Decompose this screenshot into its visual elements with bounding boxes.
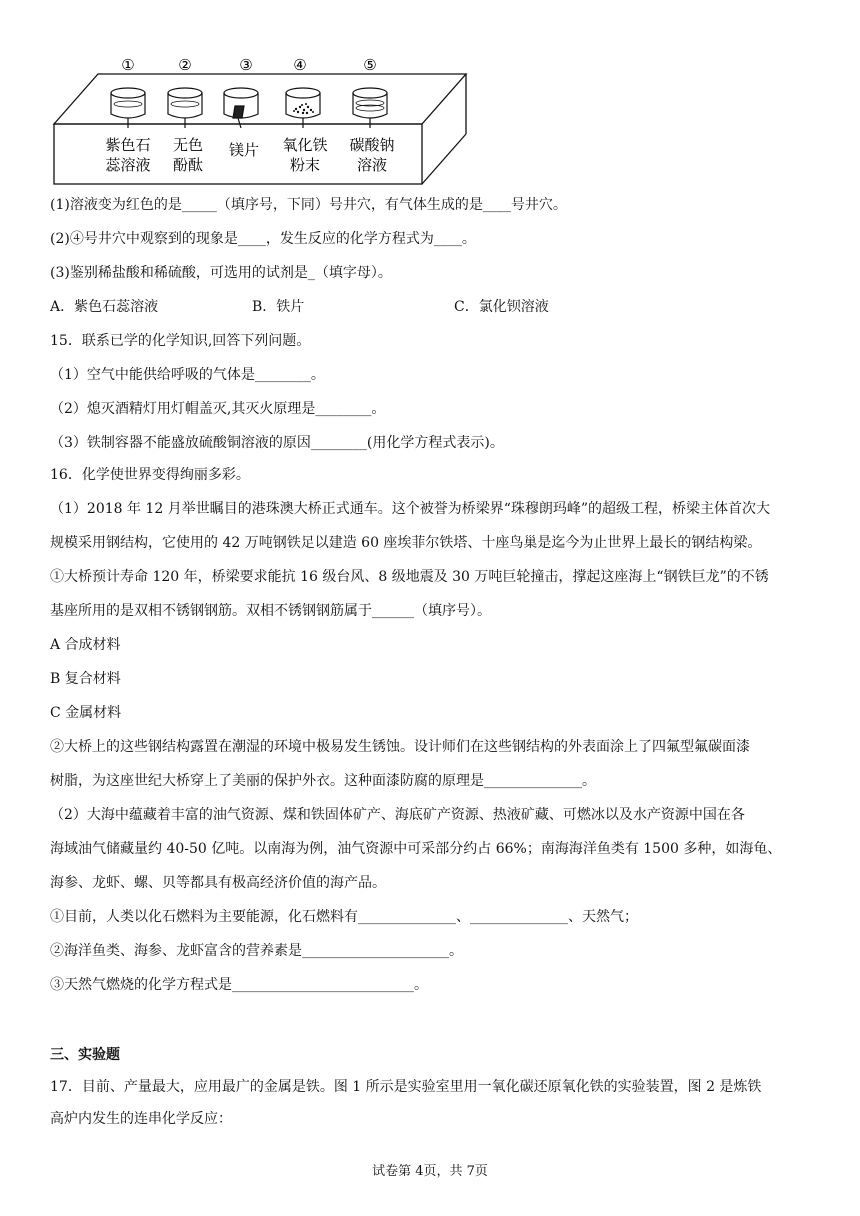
page-footer: 试卷第 4页，共 7页 xyxy=(372,1164,488,1179)
q16-p2-line3: 海参、龙虾、螺、贝等都具有极高经济价值的海产品。 xyxy=(50,875,386,891)
q16-q2-line1: ②大桥上的这些钢结构露置在潮湿的环境中极易发生锈蚀。设计师们在这些钢结构的外表面涂上了四氟型氟碳面漆 xyxy=(50,739,750,755)
q14-sub1: (1)溶液变为红色的是_____（填序号，下同）号井穴，有气体生成的是____号井穴。 xyxy=(50,197,567,213)
well-5-cup xyxy=(353,88,387,128)
well-4-label-line1: 氧化铁 xyxy=(282,136,328,154)
q15-title: 15．联系已学的化学知识,回答下列问题。 xyxy=(50,333,311,349)
q15-sub2: （2）熄灭酒精灯用灯帽盖灭,其灭火原理是________。 xyxy=(50,401,386,417)
well-1-label-line2: 蕊溶液 xyxy=(105,156,151,174)
well-3-label-line1: 镁片 xyxy=(228,141,260,159)
q16-q2-line2: 树脂，为这座世纪大桥穿上了美丽的保护外衣。这种面漆防腐的原理是______________。 xyxy=(50,773,596,789)
q14-option-a: A．紫色石蕊溶液 xyxy=(50,299,159,315)
q14-option-b: B．铁片 xyxy=(252,299,305,315)
q16-s3: ③天然气燃烧的化学方程式是__________________________。 xyxy=(50,977,428,993)
well-5-label-line2: 溶液 xyxy=(356,156,388,174)
q15-sub3: （3）铁制容器不能盛放硫酸铜溶液的原因________(用化学方程式表示)。 xyxy=(50,435,504,451)
well-number-2: ② xyxy=(178,56,192,74)
well-4-cup xyxy=(286,88,320,128)
q17-line1: 17．目前、产量最大，应用最广的金属是铁。图 1 所示是实验室里用一氧化碳还原氧化铁的实验装置，图 2 是炼铁 xyxy=(50,1079,762,1095)
q17-line2: 高炉内发生的连串化学反应： xyxy=(50,1111,232,1127)
well-1-cup xyxy=(111,88,145,128)
q14-sub2: (2)④号井穴中观察到的现象是____，发生反应的化学方程式为____。 xyxy=(50,231,476,247)
well-plate-figure xyxy=(48,52,468,186)
iron-oxide-powder xyxy=(293,103,314,114)
q16-q1-line1: ①大桥预计寿命 120 年，桥梁要求能抗 16 级台风、8 级地震及 30 万吨巨轮撞击，撑起这座海上“钢铁巨龙”的不锈 xyxy=(50,569,769,585)
q16-p2-line1: （2）大海中蕴藏着丰富的油气资源、煤和铁固体矿产、海底矿产资源、热液矿藏、可燃冰以及水产资源中国在各 xyxy=(50,807,745,823)
q14-sub3: (3)鉴别稀盐酸和稀硫酸，可选用的试剂是_（填字母）。 xyxy=(50,265,392,281)
q16-q1-line2: 基座所用的是双相不锈钢钢筋。双相不锈钢钢筋属于______（填序号）。 xyxy=(50,603,491,619)
q16-title: 16．化学使世界变得绚丽多彩。 xyxy=(50,467,250,483)
q16-choice-b: B 复合材料 xyxy=(50,671,121,687)
section-heading-experiment: 三、实验题 xyxy=(50,1047,120,1063)
well-number-4: ④ xyxy=(293,56,307,74)
q14-option-c: C．氯化钡溶液 xyxy=(454,299,549,315)
well-number-5: ⑤ xyxy=(363,56,377,74)
q16-p1-line1: （1）2018 年 12 月举世瞩目的港珠澳大桥正式通车。这个被誉为桥梁界“珠穆朗玛峰”的超级工程，桥梁主体首次大 xyxy=(50,501,771,517)
well-5-label-line1: 碳酸钠 xyxy=(349,136,395,154)
q16-choice-c: C 金属材料 xyxy=(50,705,122,721)
well-number-1: ① xyxy=(121,56,135,74)
well-number-3: ③ xyxy=(239,56,253,74)
well-4-label-line2: 粉末 xyxy=(289,156,321,174)
well-2-label-line1: 无色 xyxy=(172,136,204,154)
q16-p1-line2: 规模采用钢结构，它使用的 42 万吨钢铁足以建造 60 座埃菲尔铁塔、十座鸟巢是迄今为止世界上最长的钢结构梁。 xyxy=(50,535,762,551)
well-2-cup xyxy=(168,88,202,128)
well-1-label-line1: 紫色石 xyxy=(105,136,151,154)
q16-s2: ②海洋鱼类、海参、龙虾富含的营养素是_____________________。 xyxy=(50,943,463,959)
q16-p2-line2: 海域油气储藏量约 40-50 亿吨。以南海为例，油气资源中可采部分约占 66%；南海海洋鱼类有 1500 多种，如海龟、 xyxy=(50,841,782,857)
q15-sub1: （1）空气中能供给呼吸的气体是________。 xyxy=(50,367,325,383)
well-2-label-line2: 酚酞 xyxy=(172,156,204,174)
q16-s1: ①目前，人类以化石燃料为主要能源，化石燃料有______________、______________、天然气； xyxy=(50,909,638,925)
well-3-cup xyxy=(224,88,258,128)
q16-choice-a: A 合成材料 xyxy=(50,637,121,653)
